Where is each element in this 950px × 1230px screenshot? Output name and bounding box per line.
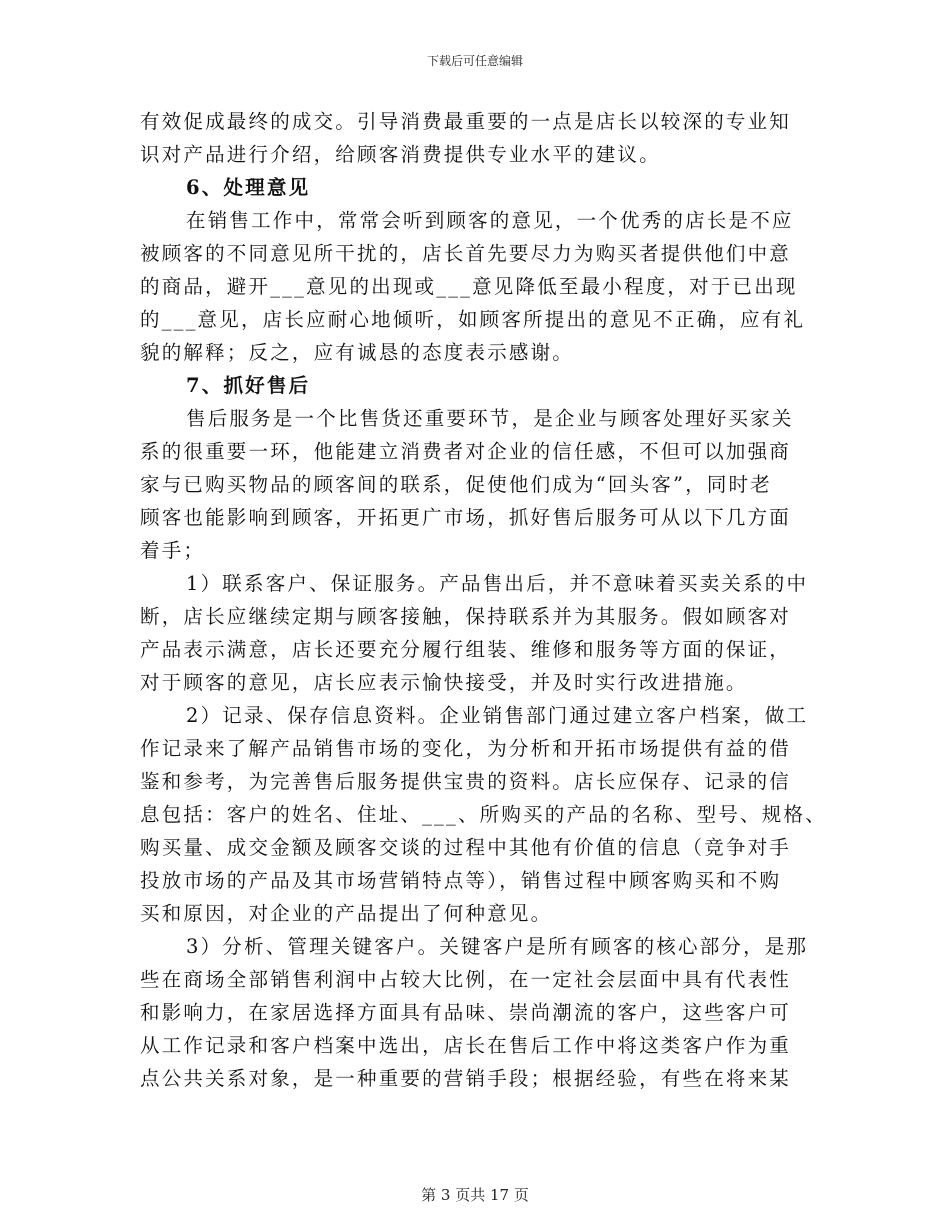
paragraph-line: 买和原因，对企业的产品提出了何种意见。 [140,902,553,925]
section-heading: 7、抓好售后 [186,374,311,397]
paragraph-line: 对于顾客的意见，店长应表示愉快接受，并及时实行改进措施。 [140,671,748,694]
paragraph-line: 被顾客的不同意见所干扰的，店长首先要尽力为购买者提供他们中意 [140,242,792,265]
paragraph-line: 的___意见，店长应耐心地倾听，如顾客所提出的意见不正确，应有礼 [140,308,806,331]
paragraph-line: 售后服务是一个比售货还重要环节，是企业与顾客处理好买家关 [186,407,794,430]
paragraph-line: 产品表示满意，店长还要充分履行组装、维修和服务等方面的保证， [140,638,792,661]
paragraph-line: 作记录来了解产品销售市场的变化，为分析和开拓市场提供有益的借 [140,737,792,760]
paragraph-line: 鉴和参考，为完善售后服务提供宝贵的资料。店长应保存、记录的信 [140,770,792,793]
paragraph-line: 断，店长应继续定期与顾客接触，保持联系并为其服务。假如顾客对 [140,605,792,628]
paragraph-line: 从工作记录和客户档案中选出，店长在售后工作中将这类客户作为重 [140,1034,792,1057]
paragraph-line: 息包括：客户的姓名、住址、___、所购买的产品的名称、型号、规格、 [140,803,827,826]
paragraph-line: 3）分析、管理关键客户。关键客户是所有顾客的核心部分，是那 [186,935,809,958]
paragraph-line: 点公共关系对象，是一种重要的营销手段；根据经验，有些在将来某 [140,1067,792,1090]
paragraph-line: 顾客也能影响到顾客，开拓更广市场，抓好售后服务可从以下几方面 [140,506,792,529]
paragraph-line: 在销售工作中，常常会听到顾客的意见，一个优秀的店长是不应 [186,209,794,232]
paragraph-line: 和影响力，在家居选择方面具有品味、崇尚潮流的客户，这些客户可 [140,1001,792,1024]
section-heading: 6、处理意见 [186,176,311,199]
paragraph-line: 些在商场全部销售利润中占较大比例，在一定社会层面中具有代表性 [140,968,792,991]
paragraph-line: 投放市场的产品及其市场营销特点等），销售过程中顾客购买和不购 [140,869,782,892]
paragraph-line: 有效促成最终的成交。引导消费最重要的一点是店长以较深的专业知 [140,110,792,133]
paragraph-line: 着手； [140,539,206,562]
paragraph-line: 家与已购买物品的顾客间的联系，促使他们成为“回头客”，同时老 [140,473,772,496]
paragraph-line: 识对产品进行介绍，给顾客消费提供专业水平的建议。 [140,143,661,166]
paragraph-line: 1）联系客户、保证服务。产品售出后，并不意味着买卖关系的中 [186,572,809,595]
paragraph-line: 的商品，避开___意见的出现或___意见降低至最小程度，对于已出现 [140,275,798,298]
paragraph-line: 2）记录、保存信息资料。企业销售部门通过建立客户档案，做工 [186,704,809,727]
paragraph-line: 购买量、成交金额及顾客交谈的过程中其他有价值的信息（竞争对手 [140,836,792,859]
paragraph-line: 系的很重要一环，他能建立消费者对企业的信任感，不但可以加强商 [140,440,792,463]
page-number: 第 3 页共 17 页 [421,1186,529,1204]
paragraph-line: 貌的解释；反之，应有诚恳的态度表示感谢。 [140,341,575,364]
page-header: 下载后可任意编辑 [426,54,523,68]
